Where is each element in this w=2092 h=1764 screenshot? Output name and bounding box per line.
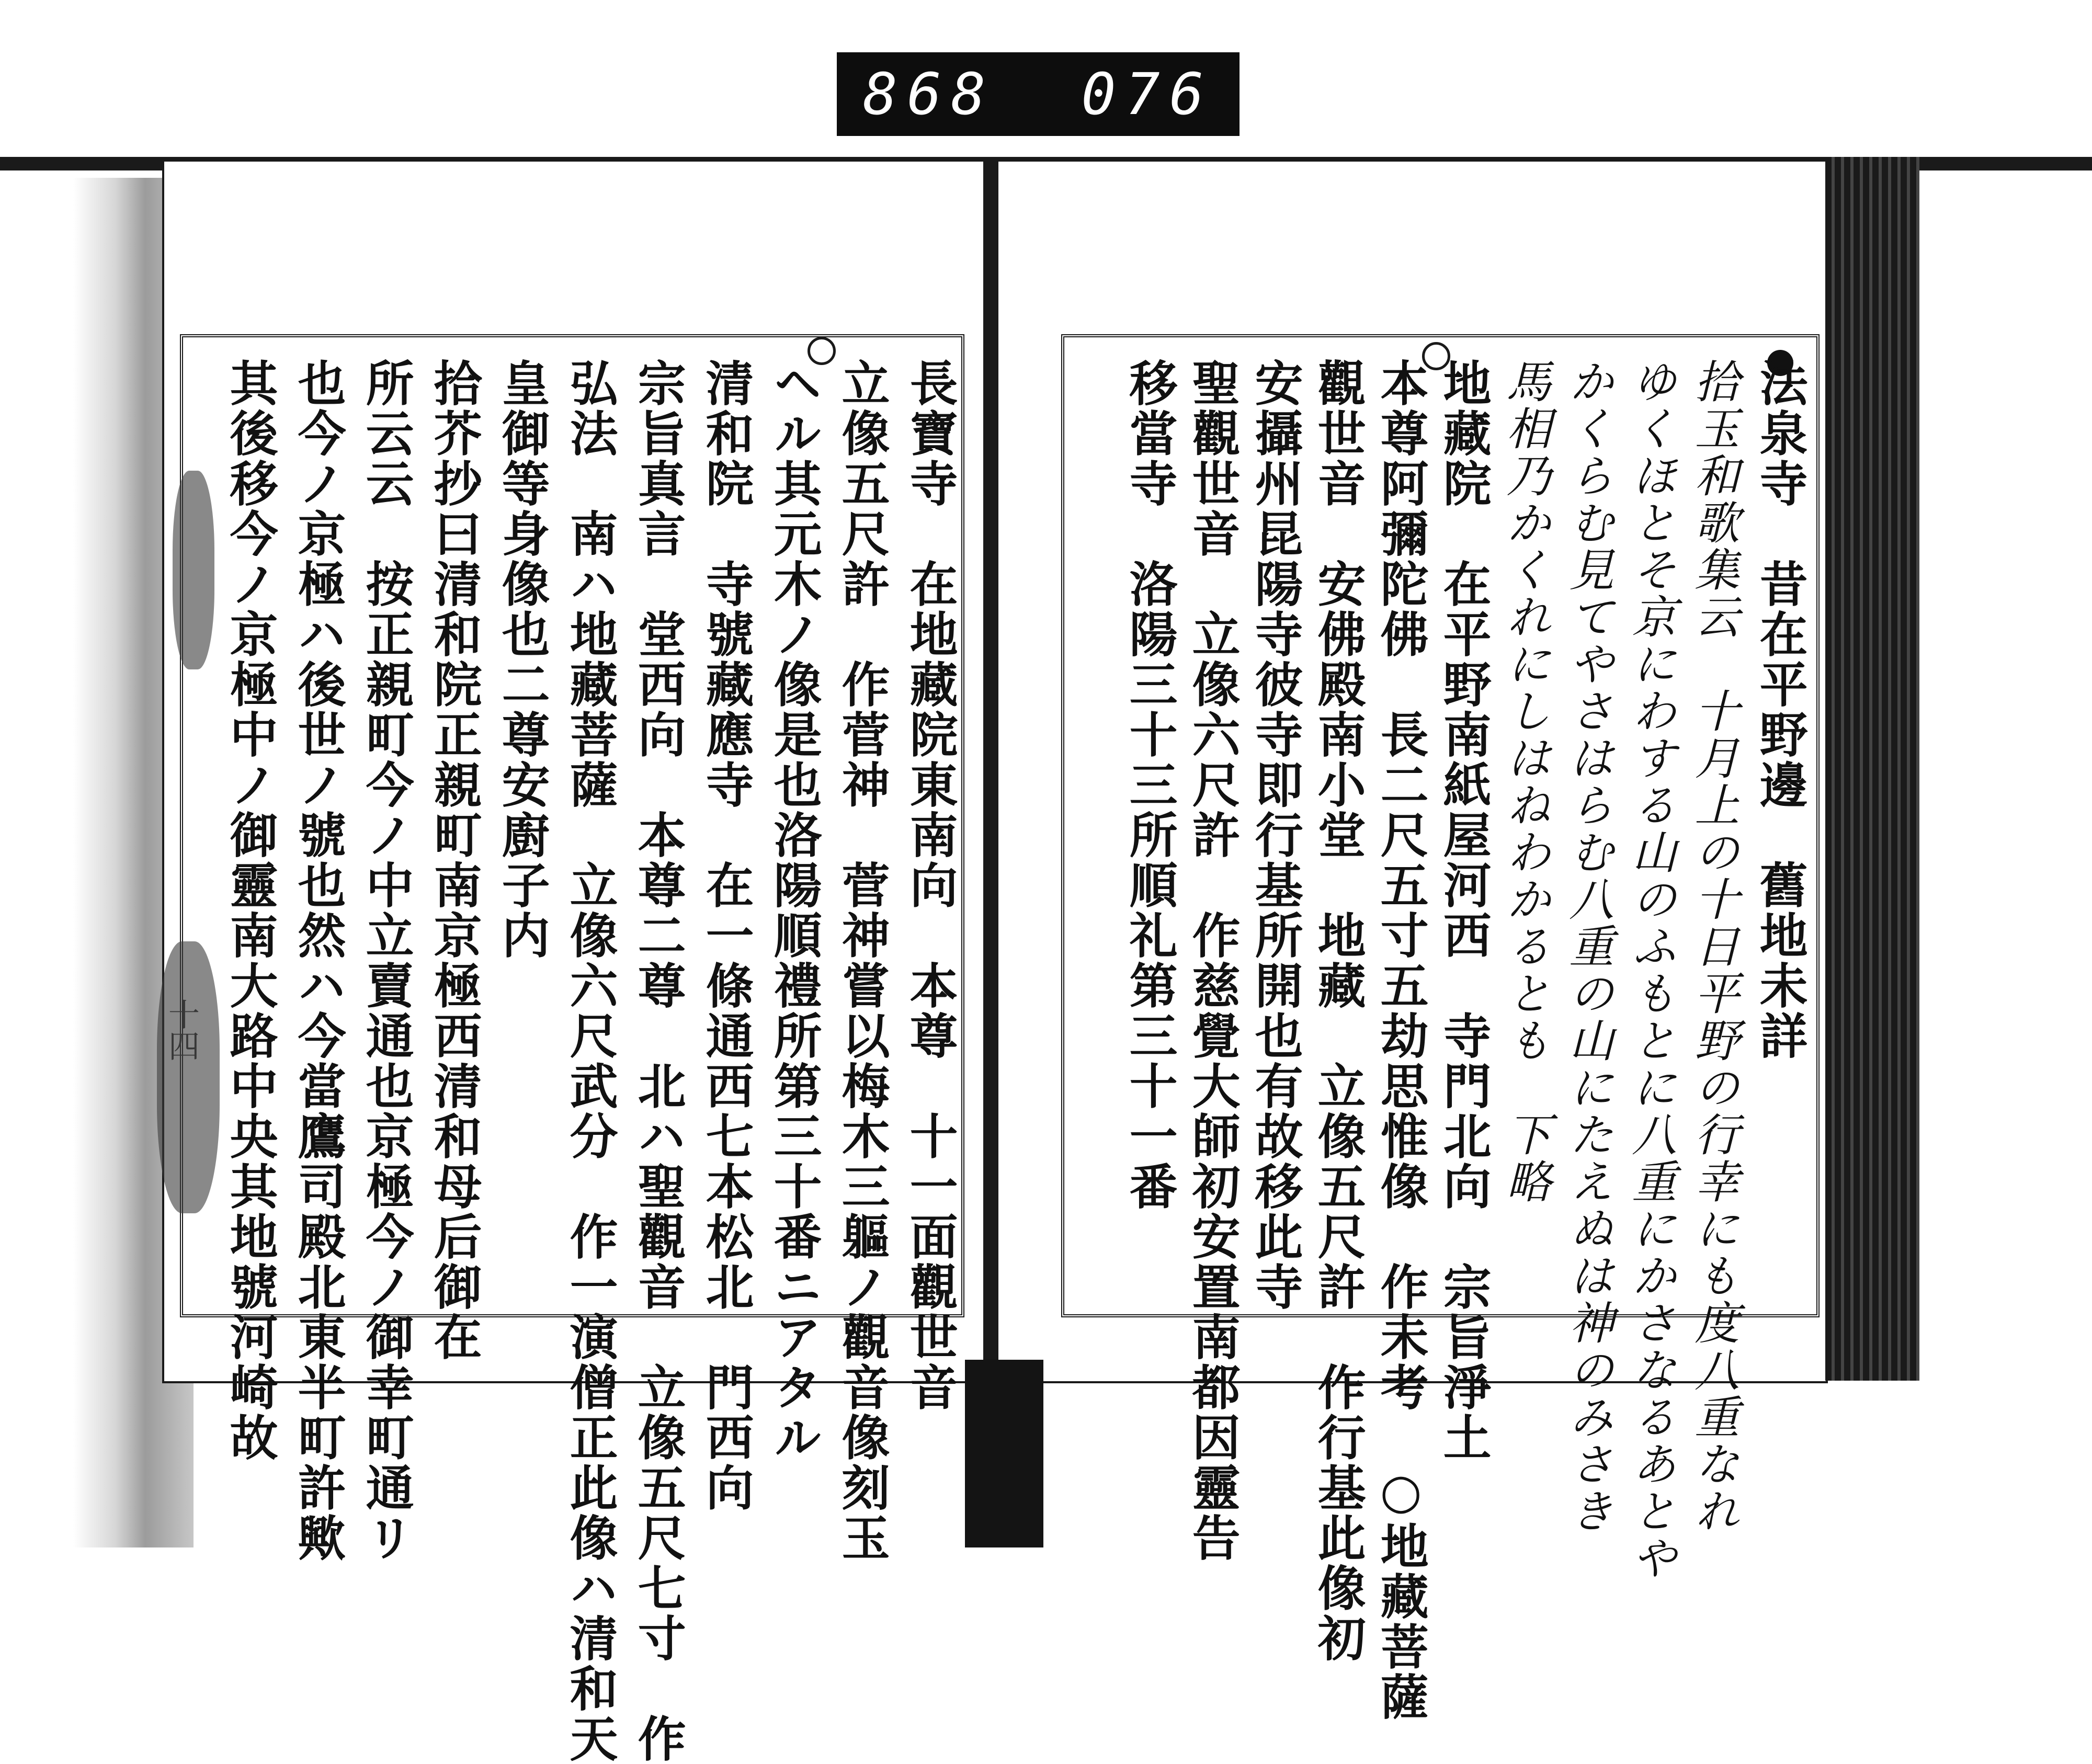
text-column: 其後移今ノ京極中ノ御靈南大路中央其地號河崎故: [222, 358, 279, 1463]
text-column: 地藏院 在平野南紙屋河西 寺門北向 宗旨淨土: [1435, 358, 1492, 1463]
ink-blot: [173, 471, 214, 669]
text-column: かくらむ見てやさはらむ八重の山にたえぬは神のみさき: [1561, 358, 1614, 1535]
left-page-text-frame: [180, 334, 964, 1764]
text-column: 拾玉和歌集云 十月上の十日平野の行幸にも度八重なれ: [1687, 358, 1739, 1535]
reel-number-label: [837, 52, 1240, 136]
reel-number-right: 076: [1081, 61, 1213, 128]
text-column: 觀世音 安佛殿南小堂 地藏 立像五尺許 作行基此像初: [1310, 358, 1367, 1664]
spine-strip: [965, 1360, 1043, 1547]
page-edges: [1825, 157, 1919, 1381]
left-page: [162, 160, 988, 1764]
text-column: 移當寺 洛陽三十三所順礼第三十一番: [1121, 358, 1178, 1212]
text-column: 宗旨真言 堂西向 本尊二尊 北ハ聖觀音 立像五尺七寸 作: [630, 358, 687, 1764]
right-page-text-frame: [1061, 334, 1820, 1722]
text-column: 安攝州昆陽寺彼寺即行基所開也有故移此寺: [1247, 358, 1304, 1312]
right-page: [996, 160, 1828, 1722]
text-column: 法泉寺 昔在平野邊 舊地未詳: [1752, 358, 1809, 1061]
text-column: 本尊阿彌陀佛 長二尺五寸五劫思惟像 作未考 ○地藏菩薩: [1372, 358, 1429, 1722]
text-column: 馬相乃かくれにしはねわかるとも 下略: [1498, 358, 1551, 1205]
text-column: 拾芥抄曰清和院正親町南京極西清和母后御在: [426, 358, 483, 1362]
reel-number-left: 868: [863, 61, 995, 128]
text-column: 長寶寺 在地藏院東南向 本尊 十一面觀世音: [902, 358, 959, 1413]
text-column: 聖觀世音 立像六尺許 作慈覺大師初安置南都因靈告: [1184, 358, 1241, 1563]
text-column: ヘル其元木ノ像是也洛陽順禮所第三十番ニアタル: [766, 358, 823, 1463]
text-column: 皇御等身像也二尊安廚子内: [494, 358, 551, 961]
text-column: 也今ノ京極ハ後世ノ號也然ハ今當鷹司殿北東半町許歟: [290, 358, 347, 1563]
text-column: 立像五尺許 作菅神 菅神嘗以梅木三軀ノ觀音像刻玉: [834, 358, 891, 1563]
text-column: 弘法 南ハ地藏菩薩 立像六尺武分 作一演僧正此像ハ清和天: [562, 358, 619, 1764]
text-column: ゆくほとそ京にわする山のふもとに八重にかさなるあとや: [1624, 358, 1677, 1582]
text-column: 清和院 寺號藏應寺 在一條通西七本松北 門西向: [698, 358, 755, 1513]
ink-blot: [157, 941, 220, 1213]
text-column: 所云云 按正親町今ノ中立賣通也京極今ノ御幸町通リ: [358, 358, 415, 1563]
